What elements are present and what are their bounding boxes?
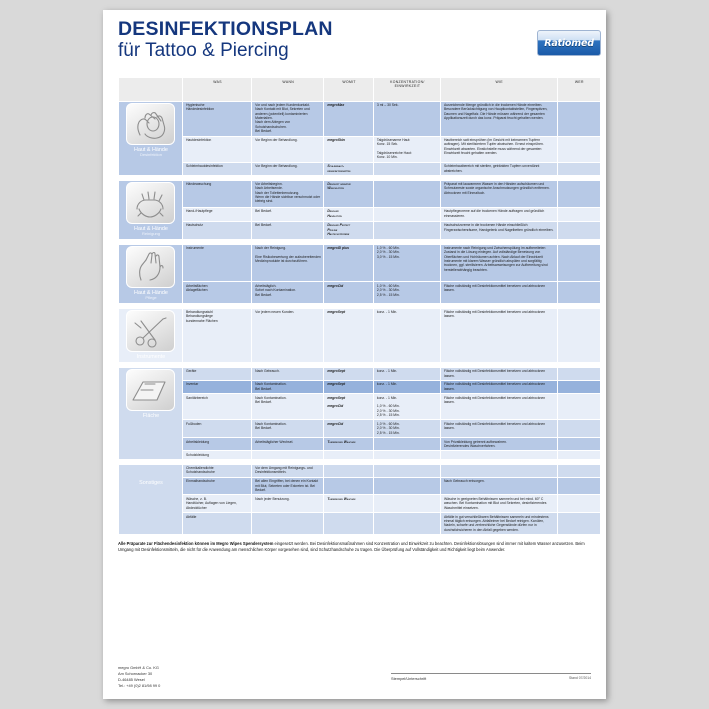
header-wer: WER (557, 78, 600, 102)
cell-wer (557, 180, 600, 207)
cell-wer (557, 136, 600, 162)
cell-konzentration: konz. - 1 Min. (373, 380, 440, 393)
category-cell-instrumente (119, 308, 183, 363)
cell-womit: megroSept (324, 308, 374, 363)
cell-wer (557, 477, 600, 495)
table-row (119, 207, 601, 221)
company-city: D-46485 Wesel (118, 676, 145, 682)
cell-womit (324, 464, 374, 477)
cell-konzentration: 3 ml – 30 Sek. (373, 101, 440, 136)
table-row (119, 367, 601, 380)
cell-wie: Ausreichende Menge gründlich in die trockenen Hände einreiben. Besondere Berücksichtigung von Hauptkontaktstellen, Fingerspitzen, Daumen und Nagelfalz. Die Hände müssen während der gesamten Applikationszeit durch das konz. Präparat feucht gehalten werden. (440, 101, 557, 136)
cell-was: Geräte (182, 367, 251, 380)
cell-wer (557, 162, 600, 175)
cell-was: Einmalhandschuhe (182, 477, 251, 495)
cell-wann: Vor jedem neuen Kunden. (252, 308, 324, 363)
header-was: WAS (182, 78, 251, 102)
cell-was: Inventar (182, 380, 251, 393)
cell-was: Behandlungsstuhl Behandlungsliege kundennahe Flächen (182, 308, 251, 363)
hand-rub-icon (126, 103, 175, 145)
cell-wann: Bei Bedarf. (252, 207, 324, 221)
cell-wer (557, 513, 600, 535)
cell-was: Hygienische Händedesinfektion (182, 101, 251, 136)
company-address (118, 665, 160, 688)
signature-block (391, 673, 591, 680)
header-womit: WOMIT (324, 78, 374, 102)
cell-womit (324, 513, 374, 535)
cell-konzentration (373, 495, 440, 513)
cell-wann: Vor dem Umgang mit Reinigungs- und Desinfektionsmitteln. (252, 464, 324, 477)
company-phone: Tel.: +49 (0)2 81/98 99 0 (118, 682, 161, 688)
cell-wer (557, 420, 600, 438)
cell-womit: megroSept (324, 380, 374, 393)
cell-konzentration (373, 438, 440, 451)
cell-was: Chemikaliendichte Schutzhandschuhe (182, 464, 251, 477)
table-row (119, 136, 601, 162)
cell-wie: Wäsche in geeigneten Behältnissen sammeln und bei mind. 60° C waschen. Bei Kontamination mit Blut und Sekreten, desinfizierendes Waschmittel einsetzen. (440, 495, 557, 513)
header-wie: WIE (440, 78, 557, 102)
cell-wann: Nach Gebrauch. (252, 367, 324, 380)
cell-wer (557, 451, 600, 460)
header-konzentration (373, 78, 440, 102)
cell-wer (557, 101, 600, 136)
category-title: Haut & Hände (134, 226, 168, 233)
cell-konzentration: konz. - 1 Min. (373, 367, 440, 380)
company-street: Am Schornacker 30 (118, 670, 153, 676)
revision-stand: Stand 07/2014 (568, 675, 591, 680)
cell-womit: megroID plus (324, 244, 374, 282)
cell-wann: Vor und nach jedem Kundenkontakt. Nach Kontakt mit Blut, Sekreten und anderen (potentiell) kontaminierten Materialien. Nach dem Ablegen von Schutzhandschuhen. Bei Bedarf. (252, 101, 324, 136)
table-row (119, 101, 601, 136)
cell-konzentration (373, 207, 440, 221)
cell-womit: megroCid (324, 282, 374, 304)
footer-note-lead: Alle Präparate zur Flächendesinfektion können im (118, 540, 217, 546)
hand-care-icon (126, 246, 175, 288)
cell-konzentration: 1,0 % - 60 Min. 2,0 % - 30 Min. 2,5 % - 15 Min. (373, 420, 440, 438)
signature-line (391, 673, 591, 674)
cell-wer (557, 282, 600, 304)
cell-konzentration: konz. - 1 Min. 1,0 % - 60 Min. 2,0 % - 30 Min. 2,5 % - 15 Min. (373, 394, 440, 420)
header-konzentration-line2: EINWIRKZEIT (394, 83, 421, 88)
cell-wann (252, 451, 324, 460)
cell-wie: Präparat mit lauwarmem Wasser in den Händen aufschäumen und Schmutzreste sowie organische Anschmutzungen gründlich entfernen. Abtrocknen mit Einmaltuch. (440, 180, 557, 207)
category-title: Fläche (142, 413, 160, 420)
table-row (119, 180, 601, 207)
category-cell-sonstiges (119, 464, 183, 534)
table-header-row (119, 78, 601, 102)
table-row (119, 162, 601, 175)
cell-wann: Arbeitstäglicher Wechsel. (252, 438, 324, 451)
cell-konzentration: Talgdrüsenarme Haut: Konz. 15 Sek. Talgdrüsenreiche Haut: Konz. 10 Min. (373, 136, 440, 162)
cell-was: Hautdesinfektion (182, 136, 251, 162)
cell-wie: Fläche vollständig mit Desinfektionsmittel benetzen und abtrocknen lassen. (440, 308, 557, 363)
cell-womit: megroSept (324, 367, 374, 380)
table-row (119, 495, 601, 513)
cell-wie: Fläche vollständig mit Desinfektionsmittel benetzen und abtrocknen lassen. (440, 282, 557, 304)
table-row (119, 282, 601, 304)
table-body (119, 101, 601, 534)
cell-konzentration: konz. - 1 Min. (373, 308, 440, 363)
cell-wann: Nach Kontamination. Bei Bedarf. (252, 420, 324, 438)
cell-wann: Vor Beginn der Behandlung. (252, 162, 324, 175)
category-title: Sonstiges (139, 480, 163, 487)
category-cell-fl-che (119, 367, 183, 459)
cell-konzentration (373, 451, 440, 460)
cell-was: Sanitärbereich (182, 394, 251, 420)
footer-note (118, 541, 601, 553)
cell-wie: Fläche vollständig mit Desinfektionsmittel benetzen und abtrocknen lassen. (440, 420, 557, 438)
cell-wann: Vor Arbeitsbeginn. Nach Arbeitsende. Nach der Toilettenbenutzung. Wenn die Hände sichtbar verschmutzt oder klebrig sind. (252, 180, 324, 207)
cell-wie: Schleimhautbereich mit sterilen, getränkten Tupfern unverdünnt abstreichen. (440, 162, 557, 175)
cell-womit: Desosoft sensitive Waschlotion (324, 180, 374, 207)
cell-was: Händewaschung (182, 180, 251, 207)
cell-womit: megroMax (324, 101, 374, 136)
cell-womit: megroSkin (324, 136, 374, 162)
cell-womit: megroSept megroCid (324, 394, 374, 420)
category-subtitle: Pflege (145, 295, 157, 301)
cell-wer (557, 380, 600, 393)
cell-wie (440, 464, 557, 477)
page-title-line2: für Tattoo & Piercing (118, 40, 289, 62)
cell-wann: Bei Bedarf. (252, 221, 324, 239)
cell-womit: Desolind Protect Proline Hautschutzcreme (324, 221, 374, 239)
cell-wann (252, 513, 324, 535)
category-title: Haut & Hände (134, 290, 168, 297)
table-row (119, 244, 601, 282)
footer-note-rest: eingesetzt werden. Bei Desinfektionsmaßnahmen sind Konzentration und Einwirkzeit zu beachten. Desinfektionslösungen sind immer mit kaltem Wasser anzusetzen. Beim Umgang mit Desinfektionsmitteln, die nicht für die Anwendung am menschlichen Körper vorgesehen sind, sind Schutzhandschuhe zu tragen. Die Überprüfung auf Vollständigkeit und Richtigkeit liegt beim Anwender. (118, 540, 585, 553)
signature-label: Stempel/Unterschrift (391, 675, 427, 681)
cell-womit (324, 451, 374, 460)
cell-wer (557, 221, 600, 239)
table-row (119, 380, 601, 393)
page-title-line1: DESINFEKTIONSPLAN (118, 18, 333, 40)
cell-was: Instrumente (182, 244, 251, 282)
category-title: Haut & Hände (134, 147, 168, 153)
cell-wie: Hautbereich satt einsprühen (im Gesicht mit keimarmen Tupfern auftragen). Mit sterilisiertem Tupfer abwischen. Erneut einsprühen. Einwirkzeit abwarten. Einstichstelle muss während der gesamten Einwirkzeit feucht gehalten werden. (440, 136, 557, 162)
table-row (119, 513, 601, 535)
cell-wer (557, 308, 600, 363)
document-sheet (103, 10, 606, 699)
cell-wie: Fläche vollständig mit Desinfektionsmittel benetzen und abtrocknen lassen. (440, 380, 557, 393)
cell-womit: Desolind Handlotion (324, 207, 374, 221)
cell-wann: Nach der Reinigung. Eine Risikobewertung der aufzubereitenden Medizinprodukte ist durchzuführen. (252, 244, 324, 282)
cell-was: Arbeitskleidung (182, 438, 251, 451)
table-row (119, 308, 601, 363)
cell-was: Hautschutz (182, 221, 251, 239)
cell-wer (557, 464, 600, 477)
document-header (118, 19, 601, 77)
cell-wie: Fläche vollständig mit Desinfektionsmittel benetzen und abtrocknen lassen. (440, 367, 557, 380)
category-subtitle: Desinfektion (139, 152, 162, 158)
cell-konzentration: 1,0 % - 60 Min. 2,0 % - 30 Min. 2,5 % - 15 Min. (373, 282, 440, 304)
disinfection-plan-table (118, 77, 601, 535)
cell-konzentration (373, 162, 440, 175)
cell-was: Fußboden (182, 420, 251, 438)
cell-wer (557, 367, 600, 380)
cell-womit (324, 477, 374, 495)
category-subtitle: Reinigung (141, 231, 160, 237)
cell-wie: Fläche vollständig mit Desinfektionsmittel benetzen und abtrocknen lassen. (440, 394, 557, 420)
table-row (119, 438, 601, 451)
category-cell-haut-h-nde-reinigung (119, 180, 183, 240)
cell-was: Schutzkleidung (182, 451, 251, 460)
cell-wer (557, 495, 600, 513)
cell-wie: Abfälle in gut verschließbaren Behältnissen sammeln und mindestens einmal täglich entsorgen. Abfalleimer bei Bedarf reinigen. Kanülen, Nadeln, scharfe und zerbrechliche Gegenstände dürfen nur in durchstichsicheren in den Abfall gegeben werden. (440, 513, 557, 535)
cell-was: Wäsche, z. B. Handtücher, Auflagen von Liegen, Abdecktücher (182, 495, 251, 513)
cell-wer (557, 244, 600, 282)
cell-womit: megroCid (324, 420, 374, 438)
cell-wann: Nach jeder Benutzung. (252, 495, 324, 513)
cell-was: Arbeitsflächen Ablageflächen (182, 282, 251, 304)
cell-konzentration (373, 180, 440, 207)
cell-wie: Nach Gebrauch entsorgen. (440, 477, 557, 495)
cell-wann: Arbeitstäglich. Sofort nach Kontamination. Bei Bedarf. (252, 282, 324, 304)
cell-konzentration: 1,0 % - 60 Min. 2,0 % - 30 Min. 3,0 % - 15 Min. (373, 244, 440, 282)
cell-womit: Thermisches Waschen (324, 438, 374, 451)
category-title: Instrumente (136, 354, 166, 361)
cell-wer (557, 207, 600, 221)
category-cell-haut-h-nde-pflege (119, 244, 183, 304)
cell-wie: Von Privatkleidung getrennt aufbewahren. Desinfizierendes Waschverfahren. (440, 438, 557, 451)
cell-was: Abfälle (182, 513, 251, 535)
header-category (119, 78, 183, 102)
table-row (119, 477, 601, 495)
footer-note-product: Megro Wipes Spendersystem (216, 540, 274, 546)
cell-konzentration (373, 477, 440, 495)
cell-wann: Bei allen Eingriffen, bei denen ein Kontakt mit Blut, Sekreten oder Exkreten ist. Bei Bedarf. (252, 477, 324, 495)
category-cell-haut-h-nde-desinfektion (119, 101, 183, 176)
cell-konzentration (373, 464, 440, 477)
surface-icon (126, 369, 175, 411)
header-wann: WANN (252, 78, 324, 102)
cell-wie (440, 451, 557, 460)
cell-wer (557, 438, 600, 451)
cell-konzentration (373, 513, 440, 535)
cell-womit: Thermisches Waschen (324, 495, 374, 513)
hand-wash-icon (126, 182, 175, 224)
cell-wie: Instrumente nach Reinigung und Zwischenspülung im aufbereiteten Zustand in die Lösung einlegen. Auf vollständige Benetzung von Oberflächen und Hohlräumen achten. Nach Ablauf der Einwirkzeit Instrumente mit klarem Wasser gründlich abspülen und sorgfältig trocknen, ggf. sterilisieren. Arbeitsanweisungen zur Aufbereitung sind herstellerabhängig beachten. (440, 244, 557, 282)
logo-text: Ratiomed (544, 37, 594, 49)
cell-konzentration (373, 221, 440, 239)
header-konzentration-line1: KONZENTRATION/ (390, 79, 425, 84)
table-row (119, 464, 601, 477)
cell-wie: Hautpflegecreme auf die trockenen Hände auftragen und gründlich einmassieren. (440, 207, 557, 221)
table-row (119, 394, 601, 420)
cell-was: Hand-/Hautpflege (182, 207, 251, 221)
table-row (119, 221, 601, 239)
cell-wann: Vor Beginn der Behandlung. (252, 136, 324, 162)
table-row (119, 420, 601, 438)
company-name: megro GmbH & Co. KG (118, 665, 159, 670)
cell-wie: Hautschutzcreme in die trockenen Hände einschließlich Fingerzwischenräume, Handgelenk und Nagelbetten gründlich einreiben. (440, 221, 557, 239)
table-row (119, 451, 601, 460)
cell-womit: Schleimhaut- desinfektionsmittel (324, 162, 374, 175)
ratiomed-logo (537, 30, 601, 56)
cell-was: Schleimhautdesinfektion (182, 162, 251, 175)
cell-wann: Nach Kontamination. Bei Bedarf. (252, 380, 324, 393)
scissors-icon (126, 310, 175, 352)
cell-wer (557, 394, 600, 420)
cell-wann: Nach Kontamination. Bei Bedarf. (252, 394, 324, 420)
